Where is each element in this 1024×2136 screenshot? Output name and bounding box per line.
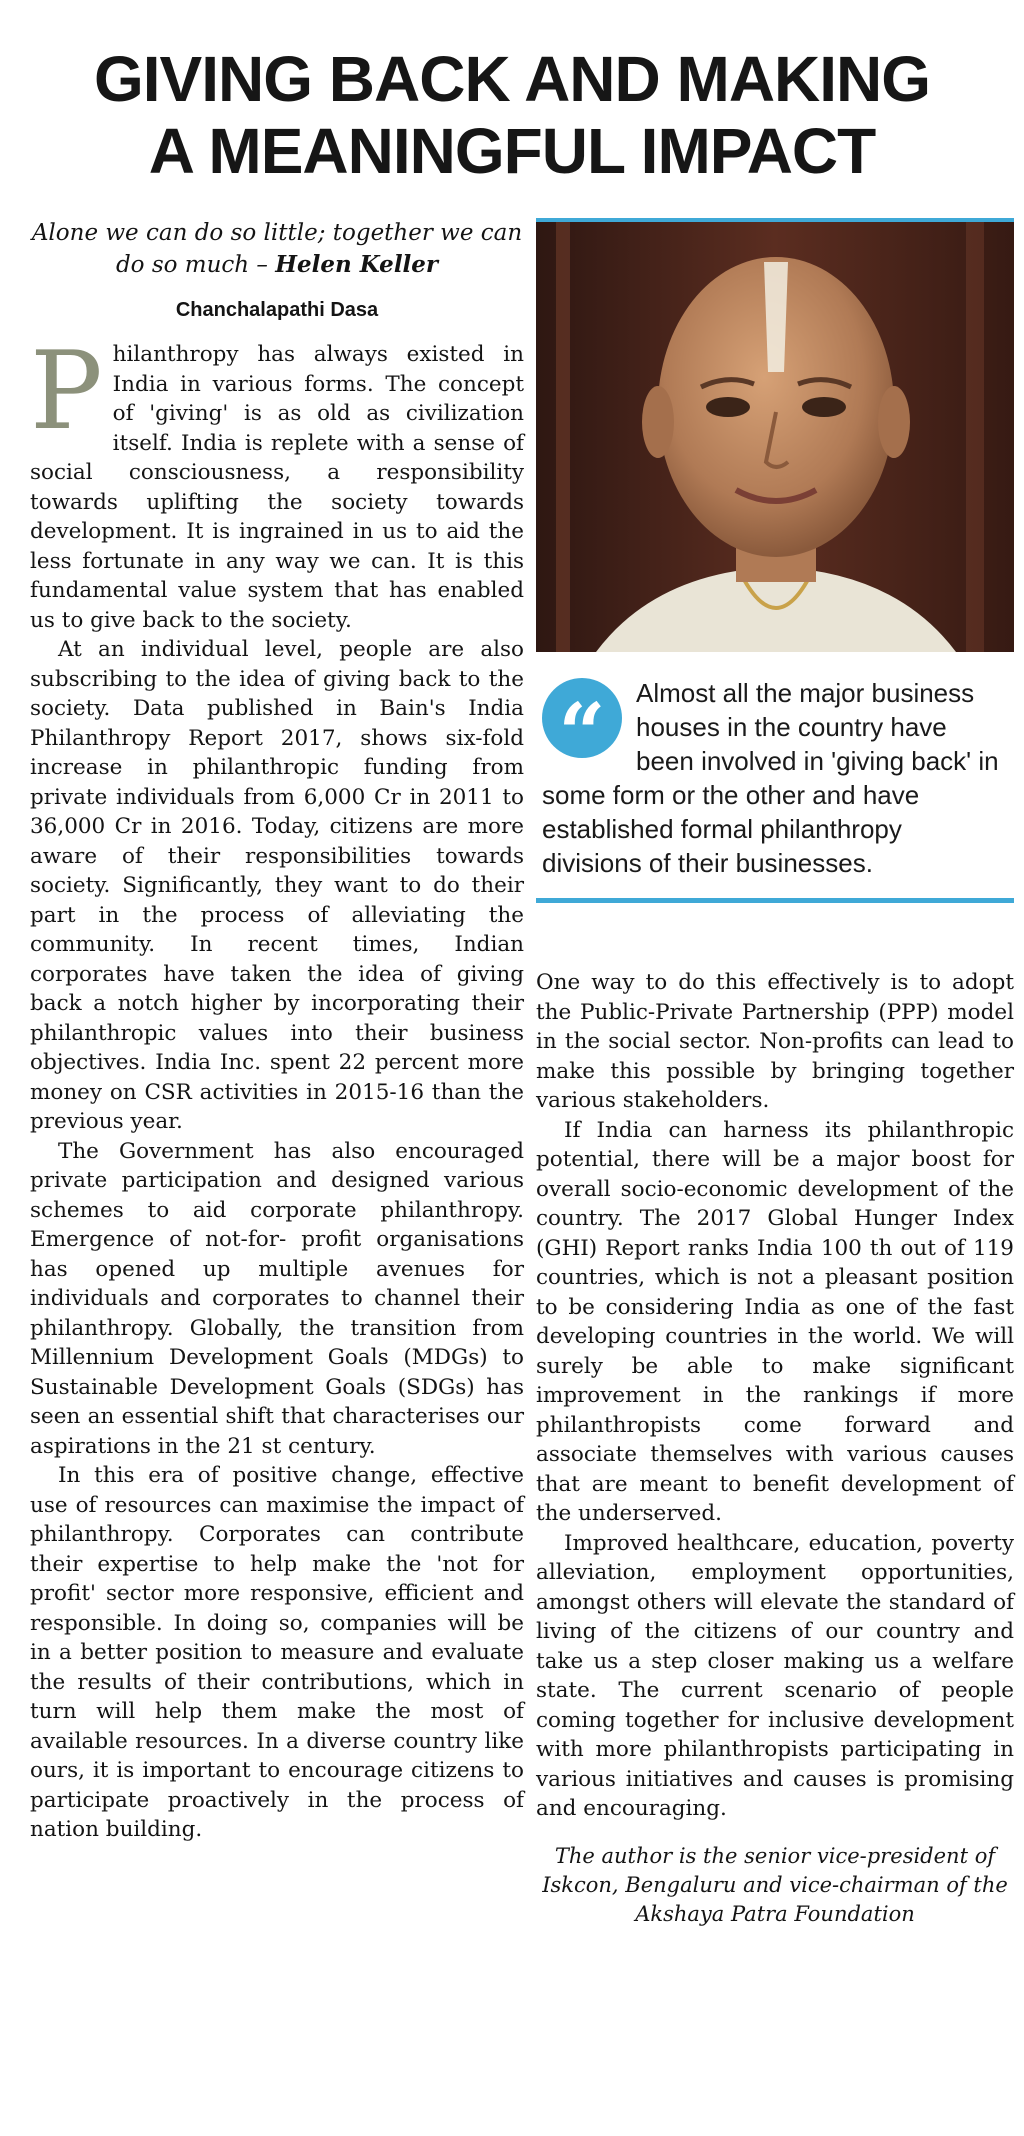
epigraph	[30, 218, 524, 281]
paragraph: The Government has also encouraged private participation and designed various schemes to aid corporate philanthropy. Emergence of not-for- profit organisations has opened up multiple avenues for individuals and corporates to channel their philanthropy. Globally, the transition from Millennium Development Goals (MDGs) to Sustainable Development Goals (SDGs) has seen an essential shift that characterises our aspirations in the 21 st century.	[30, 1138, 524, 1459]
right-column-body	[536, 968, 1014, 1929]
author-portrait-image	[536, 222, 1014, 652]
quote-icon: “	[542, 678, 622, 758]
article-headline	[0, 43, 1024, 187]
paragraph: One way to do this effectively is to adopt the Public-Private Partnership (PPP) model in the social sector. Non-profits can lead to make this possible by bringing together various stakeholders.	[536, 970, 1014, 1113]
paragraph: In this era of positive change, effective use of resources can maximise the impact of philanthropy. Corporates can contribute their expertise to help make the 'not for profit' sector more responsive, efficient and responsible. In doing so, companies will be in a better position to measure and evaluate the results of their contributions, which in turn will help them make the most of available resources. In a diverse country like ours, it is important to encourage citizens to participate proactively in the process of nation building.	[30, 1463, 524, 1842]
paragraph: Philanthropy has always existed in India in various forms. The concept of 'giving' is as old as civilization itself. India is replete with a sense of social consciousness, a responsibility towards uplifting the society towards development. It is ingrained in us to aid the less fortunate in any way we can. It is this fundamental value system that has enabled us to give back to the society.	[30, 329, 524, 633]
paragraph: Improved healthcare, education, poverty alleviation, employment opportunities, amongst others will elevate the standard of living of the citizens of our country and take us a step closer making us a welfare state. The current scenario of people coming together for inclusive development with more philanthropists participating in various initiatives and causes is promising and encouraging.	[536, 1530, 1014, 1821]
paragraph: At an individual level, people are also subscribing to the idea of giving back to the society. Data published in Bain's India Philanthropy Report 2017, shows six-fold increase in philanthropic funding from private individuals from 6,000 Cr in 2011 to 36,000 Cr in 2016. Today, citizens are more aware of their responsibilities towards society. Significantly, they want to do their part in the process of alleviating the community. In recent times, Indian corporates have taken the idea of giving back a notch higher by incorporating their philanthropic values into their business objectives. India Inc. spent 22 percent more money on CSR activities in 2015-16 than the previous year.	[30, 637, 524, 1134]
headline-line-1: GIVING BACK AND MAKING	[93, 42, 931, 115]
headline-line-2: A MEANINGFUL IMPACT	[148, 114, 876, 187]
epigraph-quote: Alone we can do so little; together we can do so much –	[31, 220, 523, 278]
paragraph: If India can harness its philanthropic potential, there will be a major boost for overall socio-economic development of the country. The 2017 Global Hunger Index (GHI) Report ranks India 100 th out of 119 countries, which is not a pleasant position to be considering India as one of the fast developing countries in the world. We will surely be able to make significant improvement in the rankings if more philanthropists come forward and associate themselves with various causes that are meant to benefit development of the underserved.	[536, 1117, 1014, 1526]
author-byline: Chanchalapathi Dasa	[175, 299, 379, 321]
left-column	[30, 218, 524, 1845]
epigraph-attribution: Helen Keller	[275, 251, 439, 278]
pull-quote-text: Almost all the major business houses in the country have been involved in 'giving back' in some form or the other and have established formal philanthropy divisions of their businesses.	[542, 678, 999, 878]
author-photo	[536, 218, 1014, 652]
left-body-text	[30, 329, 524, 1845]
pull-quote	[536, 660, 1014, 903]
author-credit: The author is the senior vice-president of Iskcon, Bengaluru and vice-chairman of the Akshaya Patra Foundation	[542, 1843, 1008, 1926]
right-column-top	[536, 218, 1014, 903]
drop-cap: P	[30, 329, 103, 454]
right-body-text	[536, 968, 1014, 1824]
